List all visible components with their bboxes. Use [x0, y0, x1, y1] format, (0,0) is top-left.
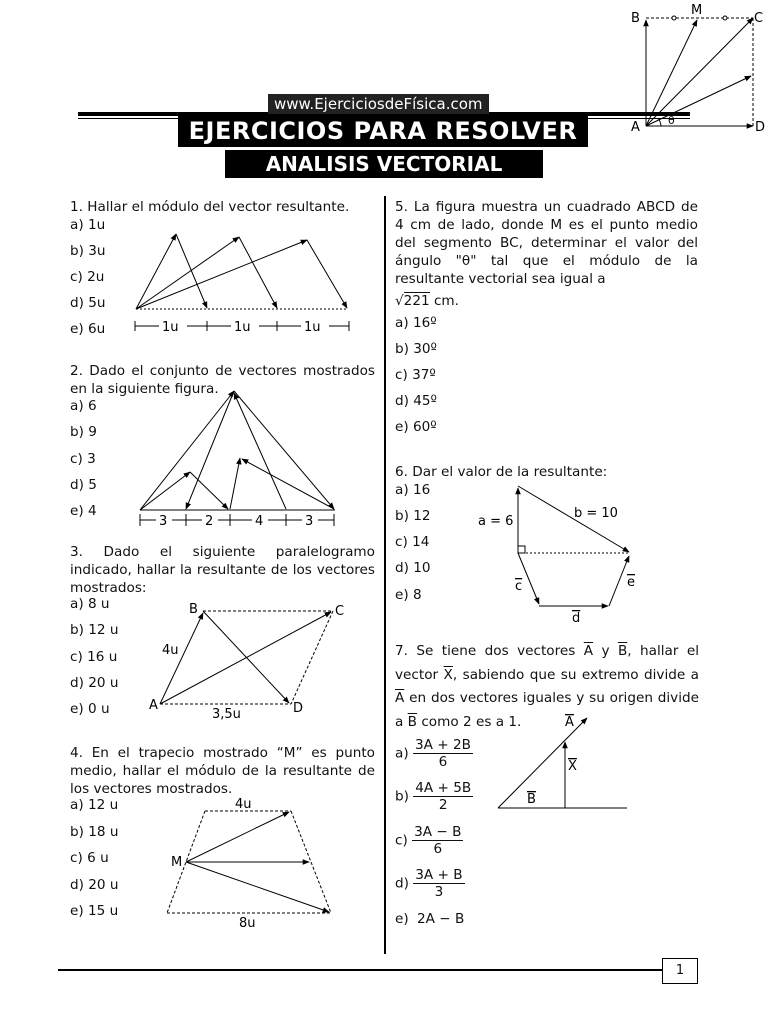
- q7-vec-B: $\overline{B}$: [617, 643, 628, 659]
- q4-text: 4. En el trapecio mostrado “M” es punto medio, hallar el módulo de la resultante de los vectores mostrados.: [70, 745, 375, 797]
- q4-label-M: M: [171, 855, 183, 870]
- q3-label-base: 3,5u: [212, 707, 241, 722]
- q6-option[interactable]: a) 16: [395, 482, 431, 498]
- q5-option[interactable]: c) 37º: [395, 367, 436, 383]
- q1-option[interactable]: b) 3u: [70, 243, 106, 259]
- label-theta: θ: [668, 114, 675, 127]
- q5-option[interactable]: d) 45º: [395, 393, 437, 409]
- q6-text: 6. Dar el valor de la resultante:: [395, 464, 608, 480]
- q7-figure: [490, 712, 635, 812]
- q3-option[interactable]: d) 20 u: [70, 675, 119, 691]
- label-D: D: [755, 120, 766, 135]
- q2-option[interactable]: c) 3: [70, 451, 96, 467]
- label-A: A: [631, 120, 640, 135]
- label-M: M: [691, 3, 703, 18]
- q4-label-top: 4u: [235, 797, 252, 812]
- q3-label-B: B: [189, 602, 198, 617]
- q6-option[interactable]: d) 10: [395, 560, 431, 576]
- q3-figure: [145, 598, 355, 723]
- q7-label-X: X: [568, 759, 577, 774]
- q5-option[interactable]: b) 30º: [395, 341, 437, 357]
- q1-text: 1. Hallar el módulo del vector resultante.: [70, 199, 350, 215]
- page-title: EJERCICIOS PARA RESOLVER: [178, 115, 588, 147]
- q3-option[interactable]: a) 8 u: [70, 596, 110, 612]
- q2-option[interactable]: a) 6: [70, 398, 97, 414]
- q7-vec-A: $\overline{A}$: [395, 690, 405, 706]
- q7-label-B: B: [527, 792, 536, 807]
- q7-option[interactable]: a) $\frac{3A + 2B}{6}$: [395, 737, 471, 770]
- q3-label-D: D: [293, 701, 304, 716]
- label-C: C: [754, 11, 764, 26]
- q7-label-A: A: [565, 715, 574, 730]
- q1-option[interactable]: d) 5u: [70, 295, 106, 311]
- q3-label-side: 4u: [162, 643, 179, 658]
- q6-option[interactable]: c) 14: [395, 534, 430, 550]
- q7-option[interactable]: c) $\frac{3A - B}{6}$: [395, 824, 462, 857]
- sqrt-symbol: √: [395, 293, 404, 309]
- q2-dim: 4: [255, 514, 264, 529]
- q3-label-A: A: [149, 698, 158, 713]
- q5-sqrt-value: 221: [403, 293, 430, 309]
- q7-text: 7. Se tiene dos vectores $\overline{A}$ y $\overline{B}$, hallar el vector $\overline{X}$, sabiendo que su extremo divide a $\overline{A}$ en dos vectores iguales y su origen divide a $\overline{B}$ como 2 es a 1.: [395, 643, 699, 730]
- q2-option[interactable]: e) 4: [70, 503, 97, 519]
- q3-label-C: C: [335, 604, 345, 619]
- q7-vec-B: $\overline{B}$: [407, 713, 417, 730]
- q7-option[interactable]: b) $\frac{4A + 5B}{2}$: [395, 780, 472, 813]
- q4-option[interactable]: e) 15 u: [70, 903, 119, 919]
- q5-text: 5. La figura muestra un cuadrado ABCD de 4 cm de lado, donde M es el punto medio del segmento BC, determinar el valor del ángulo "θ" tal que el módulo de la resultante vectorial sea igual a: [395, 199, 698, 287]
- q3-option[interactable]: c) 16 u: [70, 649, 118, 665]
- q7-option[interactable]: d) $\frac{3A + B}{3}$: [395, 867, 463, 900]
- q5-sqrt: [395, 293, 459, 309]
- q1-dim: 1u: [304, 320, 321, 335]
- footer-rule: [58, 969, 663, 971]
- q7-option[interactable]: e) 2A − B: [395, 911, 465, 927]
- q1-option[interactable]: a) 1u: [70, 217, 106, 233]
- site-url: www.EjerciciosdeFísica.com: [268, 94, 489, 114]
- q1-option[interactable]: e) 6u: [70, 321, 106, 337]
- q6-label-e: e: [627, 575, 635, 590]
- q3-option[interactable]: e) 0 u: [70, 701, 110, 717]
- q2-text: 2. Dado el conjunto de vectores mostrados en la siguiente figura.: [70, 363, 375, 397]
- q2-figure: [130, 385, 365, 530]
- q4-option[interactable]: a) 12 u: [70, 797, 119, 813]
- q5-option[interactable]: a) 16º: [395, 315, 437, 331]
- q6-option[interactable]: b) 12: [395, 508, 431, 524]
- q4-option[interactable]: b) 18 u: [70, 824, 119, 840]
- q6-label-a: a = 6: [478, 514, 514, 529]
- q1-dim: 1u: [162, 320, 179, 335]
- q5-option[interactable]: e) 60º: [395, 419, 437, 435]
- q1-option[interactable]: c) 2u: [70, 269, 105, 285]
- label-B: B: [631, 11, 640, 26]
- q2-option[interactable]: b) 9: [70, 424, 97, 440]
- q2-dim: 3: [159, 514, 168, 529]
- q3-text: 3. Dado el siguiente paralelogramo indicado, hallar la resultante de los vectores mostrados:: [70, 544, 375, 596]
- q2-option[interactable]: d) 5: [70, 477, 97, 493]
- q4-figure: [165, 795, 355, 930]
- column-divider: [384, 196, 386, 954]
- page-number: 1: [662, 958, 698, 984]
- q2-dim: 3: [305, 514, 314, 529]
- q6-label-b: b = 10: [574, 506, 618, 521]
- q3-option[interactable]: b) 12 u: [70, 622, 119, 638]
- square-figure: [625, 0, 768, 140]
- q1-figure: [125, 228, 360, 340]
- page-subtitle: ANALISIS VECTORIAL: [225, 150, 543, 178]
- q2-dim: 2: [205, 514, 214, 529]
- q1-dim: 1u: [234, 320, 251, 335]
- q4-label-bottom: 8u: [239, 916, 256, 930]
- q6-figure: [475, 480, 650, 630]
- q7-vec-X: $\overline{X}$: [443, 666, 453, 683]
- q5-unit: cm.: [433, 293, 459, 309]
- q7-vec-A: $\overline{A}$: [583, 643, 594, 659]
- q6-option[interactable]: e) 8: [395, 587, 422, 603]
- q6-label-c: c: [515, 579, 523, 594]
- q4-option[interactable]: c) 6 u: [70, 850, 109, 866]
- q6-label-d: d: [572, 611, 581, 626]
- q4-option[interactable]: d) 20 u: [70, 877, 119, 893]
